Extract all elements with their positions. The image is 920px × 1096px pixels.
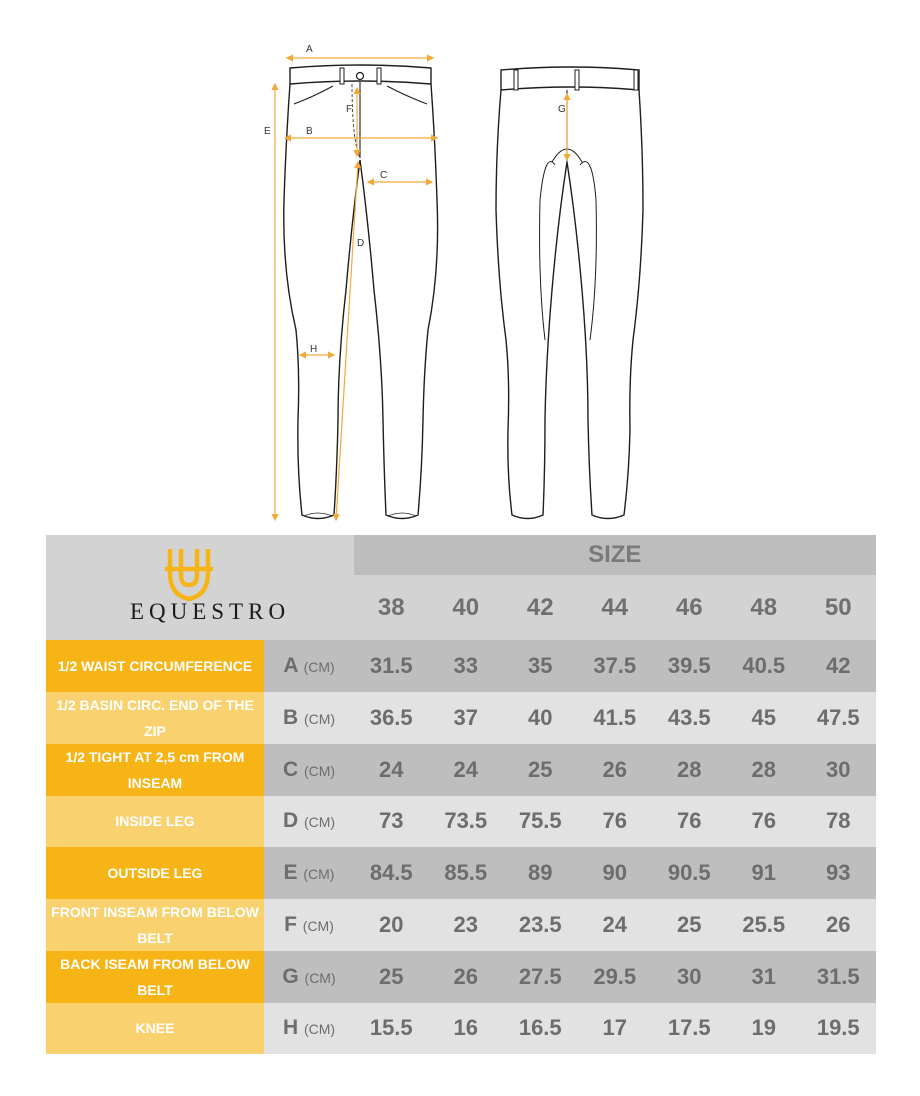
row-label: KNEE — [46, 1003, 264, 1055]
table-cell: 24 — [354, 744, 429, 796]
table-cell: 26 — [801, 899, 876, 951]
table-cell: 17 — [578, 1003, 653, 1055]
table-cell: 24 — [578, 899, 653, 951]
table-cell: 16 — [429, 1003, 504, 1055]
table-cell: 29.5 — [578, 951, 653, 1003]
table-cell: 30 — [652, 951, 727, 1003]
label-e: E — [264, 126, 271, 137]
size-chart-table — [46, 535, 876, 1054]
brand-name: EQUESTRO — [129, 599, 291, 624]
horseshoe-logo-icon — [164, 545, 214, 603]
table-row-b — [46, 692, 876, 744]
measurement-letters — [264, 44, 566, 355]
table-cell: 25.5 — [727, 899, 802, 951]
size-40: 40 — [429, 575, 504, 640]
measure-code: F (CM) — [264, 899, 354, 951]
row-label: BACK ISEAM FROM BELOW BELT — [46, 951, 264, 1003]
measure-code: D (CM) — [264, 796, 354, 848]
measure-code: B (CM) — [264, 692, 354, 744]
measure-code: C (CM) — [264, 744, 354, 796]
table-row-h — [46, 1003, 876, 1055]
size-header-row — [46, 535, 876, 575]
measure-code: H (CM) — [264, 1003, 354, 1055]
table-cell: 27.5 — [503, 951, 578, 1003]
size-48: 48 — [727, 575, 802, 640]
table-cell: 93 — [801, 847, 876, 899]
table-cell: 85.5 — [429, 847, 504, 899]
table-cell: 40 — [503, 692, 578, 744]
table-row-d — [46, 796, 876, 848]
back-belt-loop-left — [514, 70, 518, 90]
label-b: B — [306, 126, 313, 137]
measurement-lines — [275, 58, 567, 520]
front-right-pocket — [387, 86, 427, 104]
label-h: H — [310, 344, 318, 355]
table-cell: 19.5 — [801, 1003, 876, 1055]
table-cell: 26 — [578, 744, 653, 796]
table-cell: 20 — [354, 899, 429, 951]
measure-code: E (CM) — [264, 847, 354, 899]
label-g: G — [558, 104, 566, 115]
table-cell: 76 — [578, 796, 653, 848]
back-outline — [496, 90, 643, 519]
table-cell: 37.5 — [578, 640, 653, 692]
table-cell: 73.5 — [429, 796, 504, 848]
front-left-pocket — [294, 86, 333, 104]
size-header: SIZE — [354, 535, 876, 575]
brand-logo-cell — [46, 535, 354, 640]
size-42: 42 — [503, 575, 578, 640]
table-row-g — [46, 951, 876, 1003]
back-inner-panel-right — [580, 162, 596, 340]
table-cell: 47.5 — [801, 692, 876, 744]
table-cell: 31.5 — [354, 640, 429, 692]
table-cell: 26 — [429, 951, 504, 1003]
row-label: INSIDE LEG — [46, 796, 264, 848]
back-waistband — [501, 67, 639, 90]
label-f: F — [346, 104, 353, 115]
table-cell: 16.5 — [503, 1003, 578, 1055]
table-cell: 23.5 — [503, 899, 578, 951]
table-cell: 25 — [503, 744, 578, 796]
table-cell: 33 — [429, 640, 504, 692]
back-belt-loop-right — [634, 70, 638, 90]
size-46: 46 — [652, 575, 727, 640]
table-cell: 89 — [503, 847, 578, 899]
back-belt-loop-center — [575, 70, 579, 90]
table-cell: 15.5 — [354, 1003, 429, 1055]
size-38: 38 — [354, 575, 429, 640]
table-cell: 45 — [727, 692, 802, 744]
table-cell: 76 — [727, 796, 802, 848]
back-inner-panel-left — [540, 162, 555, 340]
measure-d — [336, 162, 358, 520]
front-belt-loop-right — [377, 68, 381, 84]
table-row-e — [46, 847, 876, 899]
front-belt-loop-left — [340, 68, 344, 84]
table-cell: 39.5 — [652, 640, 727, 692]
row-label: FRONT INSEAM FROM BELOW BELT — [46, 899, 264, 951]
table-cell: 90 — [578, 847, 653, 899]
table-row-f — [46, 899, 876, 951]
table-cell: 73 — [354, 796, 429, 848]
table-cell: 75.5 — [503, 796, 578, 848]
label-d: D — [357, 238, 365, 249]
table-cell: 19 — [727, 1003, 802, 1055]
row-label: OUTSIDE LEG — [46, 847, 264, 899]
front-outline — [284, 84, 438, 519]
table-cell: 78 — [801, 796, 876, 848]
table-row-a — [46, 640, 876, 692]
table-cell: 41.5 — [578, 692, 653, 744]
table-cell: 84.5 — [354, 847, 429, 899]
front-button — [357, 73, 364, 80]
table-cell: 31.5 — [801, 951, 876, 1003]
row-label: 1/2 BASIN CIRC. END OF THE ZIP — [46, 692, 264, 744]
trousers-measurement-diagram — [0, 0, 920, 535]
size-50: 50 — [801, 575, 876, 640]
table-cell: 28 — [727, 744, 802, 796]
label-c: C — [380, 170, 388, 181]
measure-code: A (CM) — [264, 640, 354, 692]
table-cell: 35 — [503, 640, 578, 692]
table-cell: 43.5 — [652, 692, 727, 744]
table-cell: 42 — [801, 640, 876, 692]
table-cell: 25 — [652, 899, 727, 951]
size-44: 44 — [578, 575, 653, 640]
front-fly-stitch — [352, 84, 360, 158]
table-cell: 91 — [727, 847, 802, 899]
table-cell: 17.5 — [652, 1003, 727, 1055]
table-cell: 76 — [652, 796, 727, 848]
table-cell: 37 — [429, 692, 504, 744]
measure-code: G (CM) — [264, 951, 354, 1003]
table-cell: 24 — [429, 744, 504, 796]
label-a: A — [306, 44, 313, 55]
row-label: 1/2 TIGHT AT 2,5 cm FROM INSEAM — [46, 744, 264, 796]
table-cell: 30 — [801, 744, 876, 796]
table-cell: 23 — [429, 899, 504, 951]
table-cell: 31 — [727, 951, 802, 1003]
table-cell: 36.5 — [354, 692, 429, 744]
table-row-c — [46, 744, 876, 796]
table-cell: 90.5 — [652, 847, 727, 899]
table-cell: 28 — [652, 744, 727, 796]
table-cell: 25 — [354, 951, 429, 1003]
back-view-trousers — [496, 67, 643, 519]
row-label: 1/2 WAIST CIRCUMFERENCE — [46, 640, 264, 692]
table-cell: 40.5 — [727, 640, 802, 692]
